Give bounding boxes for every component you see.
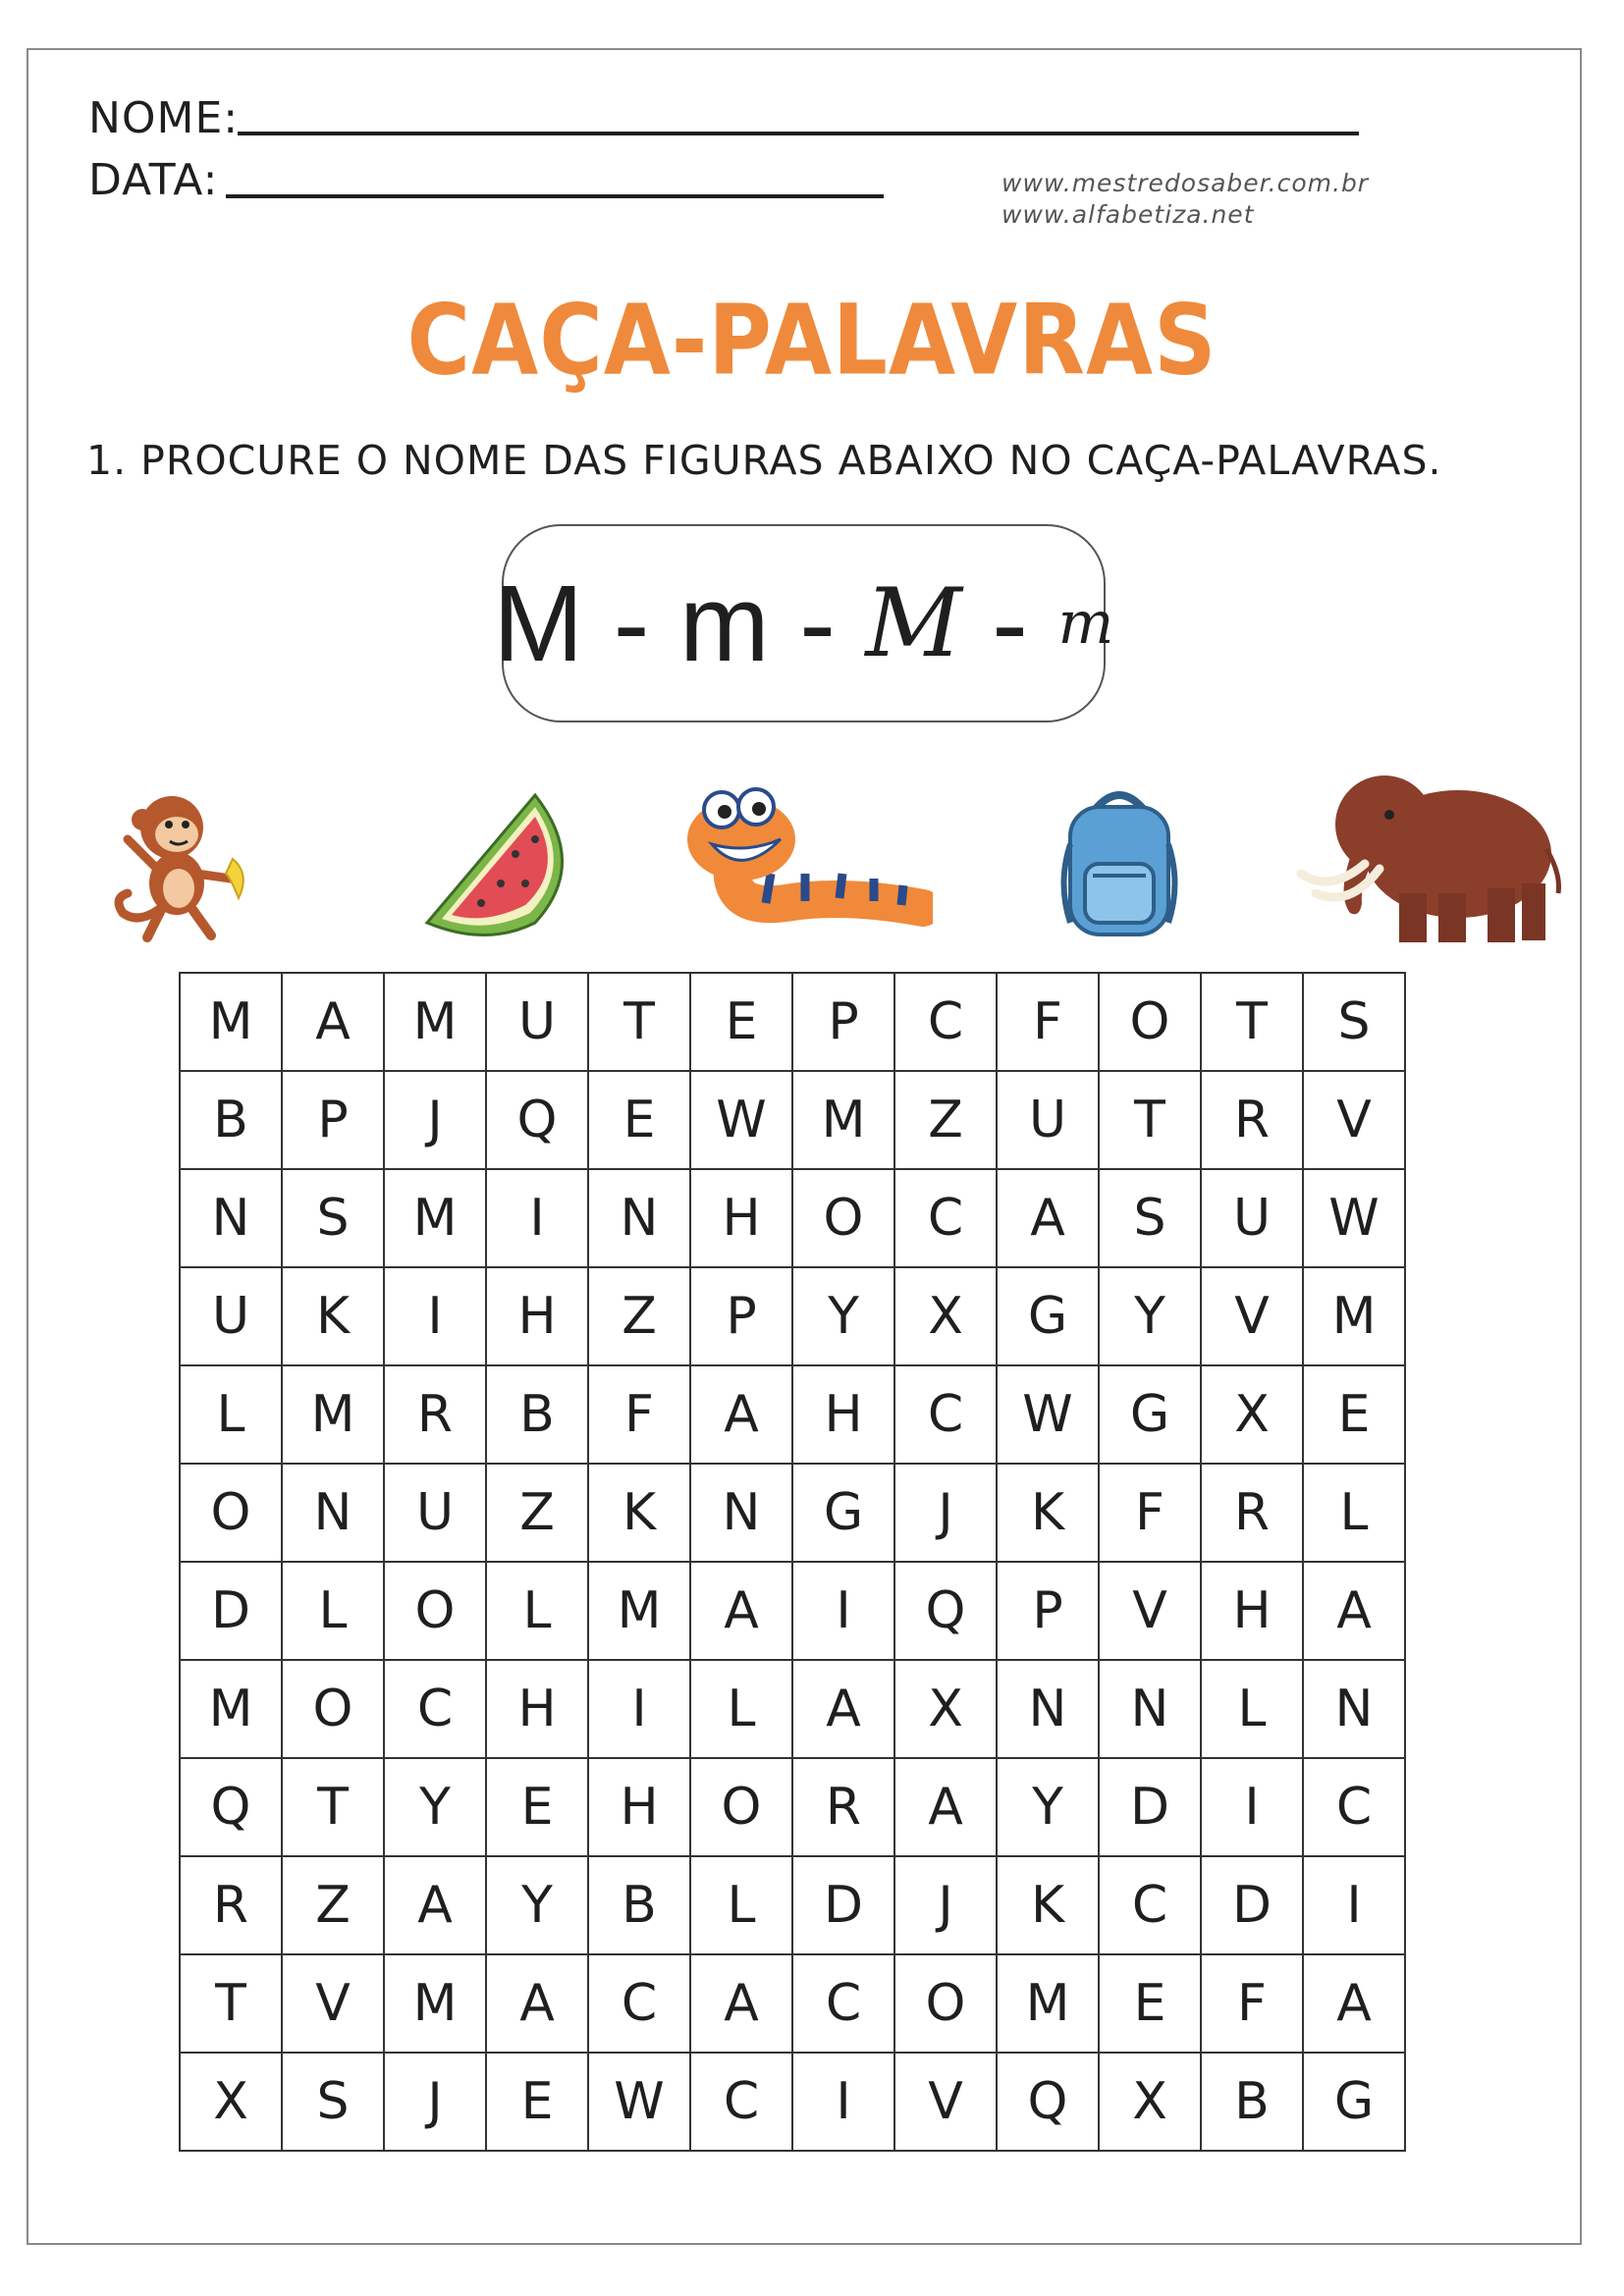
- grid-cell[interactable]: L: [1303, 1464, 1405, 1562]
- letter-variants-box: [493, 524, 1114, 722]
- grid-row: [180, 1169, 1405, 1267]
- grid-cell[interactable]: K: [997, 1464, 1099, 1562]
- name-field[interactable]: [238, 132, 1359, 135]
- grid-cell[interactable]: W: [690, 1071, 792, 1169]
- grid-cell[interactable]: C: [1303, 1758, 1405, 1856]
- grid-cell[interactable]: Q: [486, 1071, 588, 1169]
- worm-icon: [677, 785, 933, 942]
- name-label: NOME:: [88, 93, 240, 143]
- grid-cell[interactable]: M: [792, 1071, 894, 1169]
- grid-cell[interactable]: A: [894, 1758, 997, 1856]
- grid-cell[interactable]: C: [690, 2053, 792, 2151]
- grid-cell[interactable]: H: [588, 1758, 690, 1856]
- grid-cell[interactable]: S: [282, 1169, 384, 1267]
- backpack-icon: [1056, 785, 1183, 942]
- grid-cell[interactable]: A: [997, 1169, 1099, 1267]
- mammoth-icon: [1291, 766, 1566, 952]
- grid-cell[interactable]: R: [180, 1856, 282, 1954]
- grid-cell[interactable]: X: [180, 2053, 282, 2151]
- grid-cell[interactable]: M: [997, 1954, 1099, 2053]
- grid-cell[interactable]: X: [894, 1267, 997, 1365]
- grid-cell[interactable]: O: [894, 1954, 997, 2053]
- grid-cell[interactable]: A: [690, 1365, 792, 1464]
- grid-row: [180, 1758, 1405, 1856]
- grid-row: [180, 1954, 1405, 2053]
- grid-cell[interactable]: W: [1303, 1169, 1405, 1267]
- grid-cell[interactable]: O: [690, 1758, 792, 1856]
- grid-cell[interactable]: Y: [792, 1267, 894, 1365]
- grid-cell[interactable]: U: [384, 1464, 486, 1562]
- grid-cell[interactable]: V: [1201, 1267, 1303, 1365]
- monkey-icon: [103, 780, 265, 947]
- grid-row: [180, 1562, 1405, 1660]
- grid-cell[interactable]: Q: [997, 2053, 1099, 2151]
- grid-row: [180, 1464, 1405, 1562]
- grid-cell[interactable]: B: [588, 1856, 690, 1954]
- grid-cell[interactable]: X: [894, 1660, 997, 1758]
- grid-cell[interactable]: H: [690, 1169, 792, 1267]
- website-link-1: www.mestredosaber.com.br: [1001, 169, 1370, 197]
- grid-cell[interactable]: E: [1099, 1954, 1201, 2053]
- grid-cell[interactable]: B: [1201, 2053, 1303, 2151]
- grid-cell[interactable]: Y: [997, 1758, 1099, 1856]
- grid-cell[interactable]: L: [690, 1856, 792, 1954]
- grid-cell[interactable]: C: [894, 1169, 997, 1267]
- grid-cell[interactable]: T: [1099, 1071, 1201, 1169]
- grid-cell[interactable]: E: [486, 2053, 588, 2151]
- grid-cell[interactable]: R: [384, 1365, 486, 1464]
- grid-cell[interactable]: U: [180, 1267, 282, 1365]
- grid-cell[interactable]: V: [1303, 1071, 1405, 1169]
- date-field[interactable]: [226, 194, 884, 198]
- grid-cell[interactable]: J: [894, 1856, 997, 1954]
- grid-cell[interactable]: F: [997, 973, 1099, 1071]
- letter-upper: M: [493, 562, 584, 684]
- website-link-2: www.alfabetiza.net: [1001, 200, 1255, 229]
- grid-cell[interactable]: J: [894, 1464, 997, 1562]
- grid-cell[interactable]: T: [180, 1954, 282, 2053]
- grid-cell[interactable]: D: [1099, 1758, 1201, 1856]
- grid-cell[interactable]: V: [1099, 1562, 1201, 1660]
- watermelon-icon: [417, 785, 579, 942]
- letter-cursive-upper: M: [865, 568, 962, 678]
- grid-cell[interactable]: R: [1201, 1464, 1303, 1562]
- grid-cell[interactable]: L: [690, 1660, 792, 1758]
- grid-cell[interactable]: A: [1303, 1562, 1405, 1660]
- grid-cell[interactable]: Q: [894, 1562, 997, 1660]
- grid-cell[interactable]: N: [1099, 1660, 1201, 1758]
- grid-cell[interactable]: A: [792, 1660, 894, 1758]
- grid-cell[interactable]: O: [792, 1169, 894, 1267]
- grid-cell[interactable]: I: [792, 2053, 894, 2151]
- grid-cell[interactable]: M: [588, 1562, 690, 1660]
- grid-row: [180, 1267, 1405, 1365]
- grid-cell[interactable]: J: [384, 2053, 486, 2151]
- grid-cell[interactable]: R: [792, 1758, 894, 1856]
- grid-cell[interactable]: D: [792, 1856, 894, 1954]
- grid-cell[interactable]: E: [1303, 1365, 1405, 1464]
- grid-cell[interactable]: P: [792, 973, 894, 1071]
- letter-lower: m: [679, 562, 770, 684]
- grid-cell[interactable]: N: [1303, 1660, 1405, 1758]
- grid-cell[interactable]: D: [1201, 1856, 1303, 1954]
- grid-cell[interactable]: E: [690, 973, 792, 1071]
- grid-cell[interactable]: C: [894, 973, 997, 1071]
- grid-cell[interactable]: U: [486, 973, 588, 1071]
- grid-cell[interactable]: G: [792, 1464, 894, 1562]
- grid-cell[interactable]: I: [1303, 1856, 1405, 1954]
- grid-cell[interactable]: Y: [384, 1758, 486, 1856]
- grid-cell[interactable]: S: [1099, 1169, 1201, 1267]
- grid-row: [180, 1856, 1405, 1954]
- grid-cell[interactable]: U: [997, 1071, 1099, 1169]
- separator: -: [769, 562, 866, 684]
- grid-cell[interactable]: F: [1201, 1954, 1303, 2053]
- grid-cell[interactable]: W: [997, 1365, 1099, 1464]
- grid-cell[interactable]: H: [486, 1660, 588, 1758]
- grid-cell[interactable]: X: [1201, 1365, 1303, 1464]
- grid-cell[interactable]: K: [282, 1267, 384, 1365]
- grid-cell[interactable]: M: [180, 1660, 282, 1758]
- letter-cursive-lower: m: [1057, 589, 1114, 658]
- grid-cell[interactable]: I: [486, 1169, 588, 1267]
- grid-cell[interactable]: A: [1303, 1954, 1405, 2053]
- grid-cell[interactable]: P: [690, 1267, 792, 1365]
- grid-cell[interactable]: N: [690, 1464, 792, 1562]
- grid-cell[interactable]: H: [486, 1267, 588, 1365]
- grid-cell[interactable]: Z: [588, 1267, 690, 1365]
- grid-cell[interactable]: O: [282, 1660, 384, 1758]
- grid-cell[interactable]: J: [384, 1071, 486, 1169]
- date-label: DATA:: [88, 155, 219, 205]
- grid-cell[interactable]: C: [792, 1954, 894, 2053]
- grid-cell[interactable]: I: [792, 1562, 894, 1660]
- grid-cell[interactable]: C: [384, 1660, 486, 1758]
- grid-cell[interactable]: B: [180, 1071, 282, 1169]
- grid-row: [180, 1365, 1405, 1464]
- instruction-text: 1. PROCURE O NOME DAS FIGURAS ABAIXO NO CAÇA-PALAVRAS.: [86, 437, 1442, 484]
- grid-cell[interactable]: H: [792, 1365, 894, 1464]
- grid-cell[interactable]: S: [282, 2053, 384, 2151]
- grid-cell[interactable]: A: [282, 973, 384, 1071]
- grid-cell[interactable]: Y: [486, 1856, 588, 1954]
- grid-cell[interactable]: K: [997, 1856, 1099, 1954]
- grid-cell[interactable]: N: [588, 1169, 690, 1267]
- grid-cell[interactable]: Y: [1099, 1267, 1201, 1365]
- grid-cell[interactable]: M: [384, 1169, 486, 1267]
- grid-cell[interactable]: A: [690, 1562, 792, 1660]
- grid-cell[interactable]: T: [1201, 973, 1303, 1071]
- grid-cell[interactable]: G: [997, 1267, 1099, 1365]
- grid-cell[interactable]: N: [997, 1660, 1099, 1758]
- grid-cell[interactable]: U: [1201, 1169, 1303, 1267]
- grid-cell[interactable]: C: [588, 1954, 690, 2053]
- grid-cell[interactable]: O: [180, 1464, 282, 1562]
- grid-cell[interactable]: V: [282, 1954, 384, 2053]
- grid-cell[interactable]: Z: [486, 1464, 588, 1562]
- grid-cell[interactable]: Z: [282, 1856, 384, 1954]
- grid-cell[interactable]: I: [384, 1267, 486, 1365]
- grid-cell[interactable]: M: [180, 973, 282, 1071]
- grid-cell[interactable]: N: [282, 1464, 384, 1562]
- grid-cell[interactable]: I: [1201, 1758, 1303, 1856]
- grid-cell[interactable]: C: [1099, 1856, 1201, 1954]
- grid-cell[interactable]: D: [180, 1562, 282, 1660]
- grid-cell[interactable]: A: [384, 1856, 486, 1954]
- grid-cell[interactable]: M: [282, 1365, 384, 1464]
- grid-cell[interactable]: K: [588, 1464, 690, 1562]
- grid-cell[interactable]: W: [588, 2053, 690, 2151]
- grid-cell[interactable]: R: [1201, 1071, 1303, 1169]
- grid-cell[interactable]: Q: [180, 1758, 282, 1856]
- grid-cell[interactable]: A: [690, 1954, 792, 2053]
- grid-cell[interactable]: O: [1099, 973, 1201, 1071]
- grid-cell[interactable]: E: [588, 1071, 690, 1169]
- grid-row: [180, 1071, 1405, 1169]
- grid-cell[interactable]: B: [486, 1365, 588, 1464]
- grid-cell[interactable]: L: [180, 1365, 282, 1464]
- separator: -: [583, 562, 680, 684]
- grid-cell[interactable]: I: [588, 1660, 690, 1758]
- grid-row: [180, 2053, 1405, 2151]
- grid-cell[interactable]: F: [588, 1365, 690, 1464]
- grid-cell[interactable]: X: [1099, 2053, 1201, 2151]
- grid-cell[interactable]: M: [1303, 1267, 1405, 1365]
- grid-row: [180, 973, 1405, 1071]
- word-search-grid: [179, 972, 1406, 2152]
- grid-cell[interactable]: L: [486, 1562, 588, 1660]
- grid-cell[interactable]: S: [1303, 973, 1405, 1071]
- grid-cell[interactable]: F: [1099, 1464, 1201, 1562]
- grid-cell[interactable]: M: [384, 973, 486, 1071]
- page-title: CAÇA-PALAVRAS: [406, 283, 1218, 398]
- grid-cell[interactable]: L: [282, 1562, 384, 1660]
- grid-cell[interactable]: C: [894, 1365, 997, 1464]
- grid-cell[interactable]: T: [282, 1758, 384, 1856]
- grid-cell[interactable]: G: [1303, 2053, 1405, 2151]
- grid-cell[interactable]: E: [486, 1758, 588, 1856]
- grid-cell[interactable]: T: [588, 973, 690, 1071]
- grid-cell[interactable]: P: [997, 1562, 1099, 1660]
- grid-cell[interactable]: G: [1099, 1365, 1201, 1464]
- grid-row: [180, 1660, 1405, 1758]
- grid-cell[interactable]: A: [486, 1954, 588, 2053]
- grid-cell[interactable]: L: [1201, 1660, 1303, 1758]
- grid-cell[interactable]: N: [180, 1169, 282, 1267]
- grid-cell[interactable]: V: [894, 2053, 997, 2151]
- grid-cell[interactable]: P: [282, 1071, 384, 1169]
- grid-cell[interactable]: M: [384, 1954, 486, 2053]
- grid-cell[interactable]: H: [1201, 1562, 1303, 1660]
- separator: -: [961, 562, 1058, 684]
- grid-cell[interactable]: O: [384, 1562, 486, 1660]
- grid-cell[interactable]: Z: [894, 1071, 997, 1169]
